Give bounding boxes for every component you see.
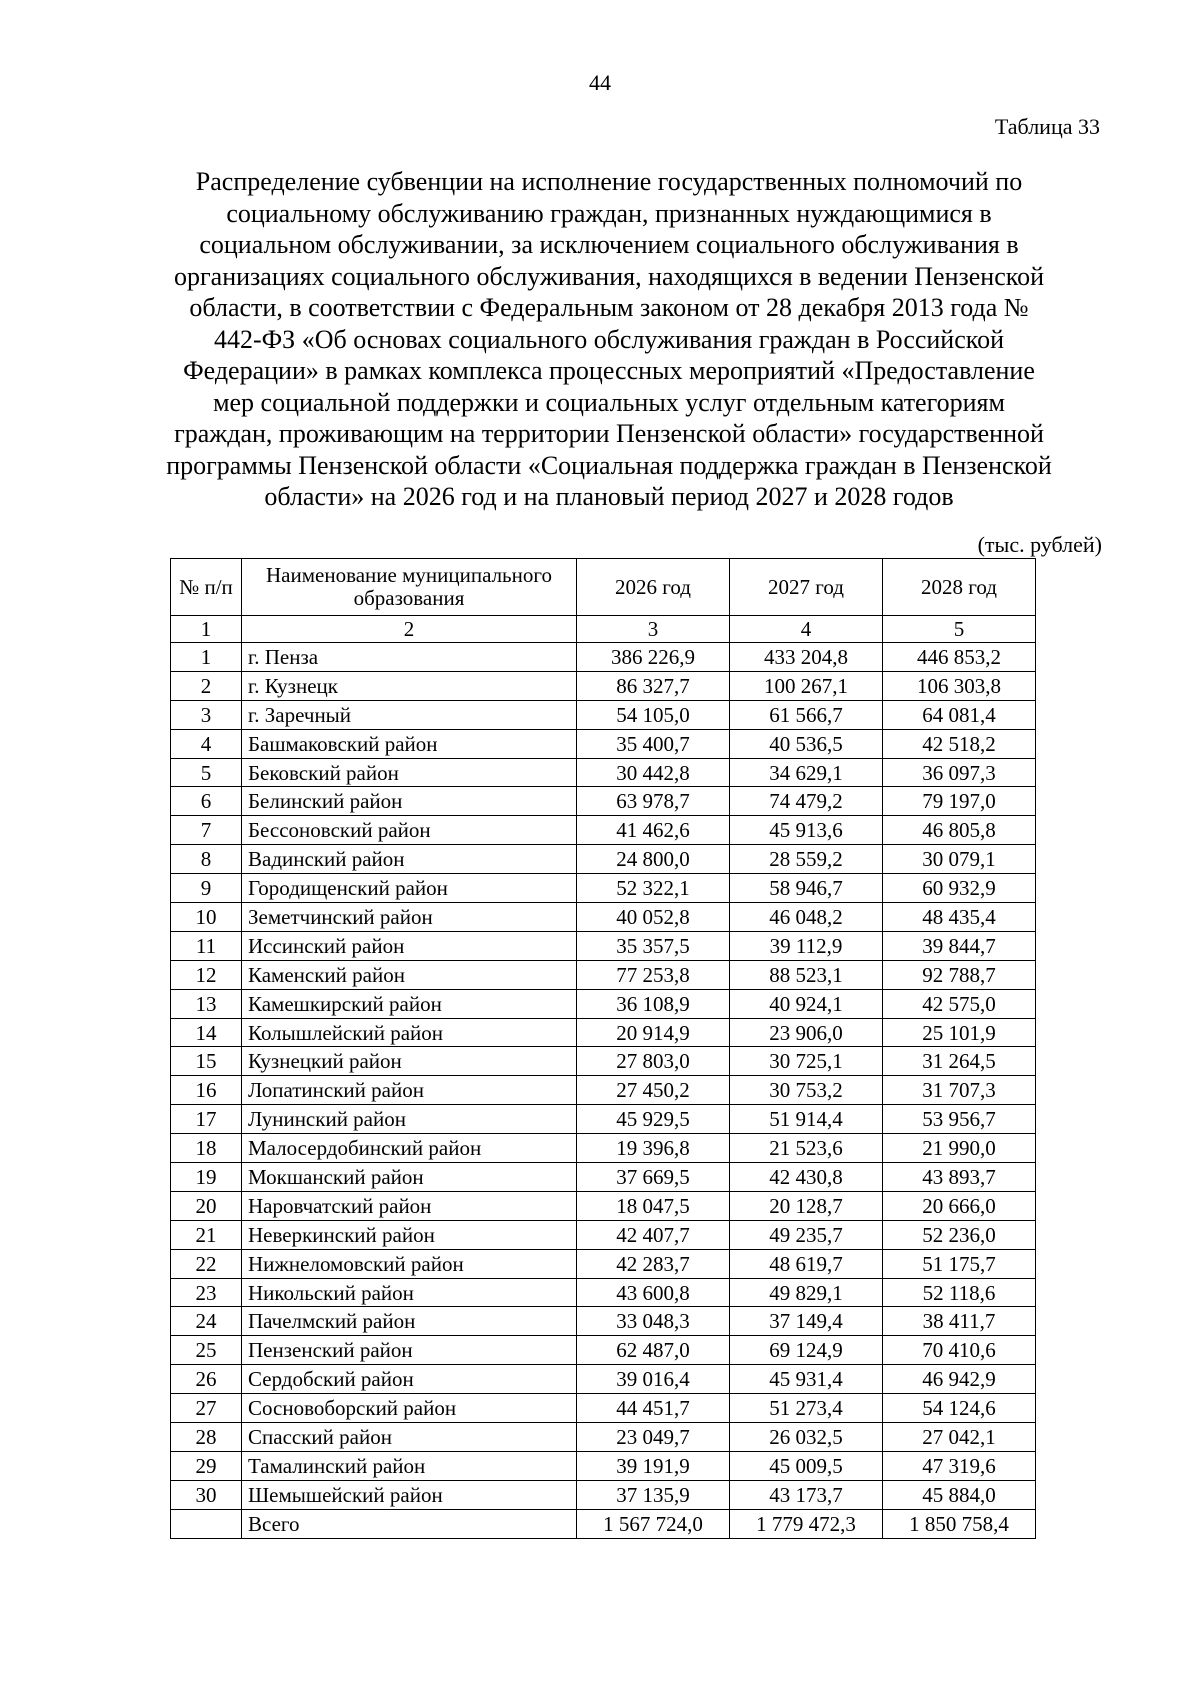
- total-num: [171, 1509, 242, 1538]
- value-2027: 21 523,6: [730, 1134, 883, 1163]
- value-2028: 52 236,0: [883, 1220, 1036, 1249]
- municipality-name: Неверкинский район: [242, 1220, 577, 1249]
- value-2026: 36 108,9: [577, 989, 730, 1018]
- table-row: [171, 1076, 1036, 1105]
- value-2028: 31 707,3: [883, 1076, 1036, 1105]
- value-2028: 31 264,5: [883, 1047, 1036, 1076]
- row-num: 10: [171, 903, 242, 932]
- municipality-name: Каменский район: [242, 960, 577, 989]
- municipality-name: г. Пенза: [242, 643, 577, 672]
- table-row: [171, 1451, 1036, 1480]
- row-num: 22: [171, 1249, 242, 1278]
- value-2027: 433 204,8: [730, 643, 883, 672]
- value-2027: 45 931,4: [730, 1365, 883, 1394]
- total-label: Всего: [242, 1509, 577, 1538]
- title-line: социальном обслуживании, за исключением социального обслуживания в: [199, 230, 1019, 259]
- municipality-name: Земетчинский район: [242, 903, 577, 932]
- value-2026: 39 191,9: [577, 1451, 730, 1480]
- municipality-name: Бессоновский район: [242, 816, 577, 845]
- table-row: [171, 758, 1036, 787]
- municipality-name: Бековский район: [242, 758, 577, 787]
- value-2027: 30 753,2: [730, 1076, 883, 1105]
- value-2028: 52 118,6: [883, 1278, 1036, 1307]
- table-row: [171, 1163, 1036, 1192]
- value-2027: 61 566,7: [730, 700, 883, 729]
- value-2027: 28 559,2: [730, 845, 883, 874]
- table-row: [171, 1278, 1036, 1307]
- value-2027: 42 430,8: [730, 1163, 883, 1192]
- municipality-name: г. Кузнецк: [242, 671, 577, 700]
- table-row: [171, 845, 1036, 874]
- value-2027: 46 048,2: [730, 903, 883, 932]
- value-2027: 45 913,6: [730, 816, 883, 845]
- municipality-name: Сердобский район: [242, 1365, 577, 1394]
- title-line: области» на 2026 год и на плановый период 2027 и 2028 годов: [264, 482, 954, 511]
- row-num: 1: [171, 643, 242, 672]
- value-2028: 92 788,7: [883, 960, 1036, 989]
- row-num: 25: [171, 1336, 242, 1365]
- value-2026: 42 407,7: [577, 1220, 730, 1249]
- row-num: 12: [171, 960, 242, 989]
- value-2027: 58 946,7: [730, 874, 883, 903]
- value-2028: 106 303,8: [883, 671, 1036, 700]
- value-2026: 40 052,8: [577, 903, 730, 932]
- header-name: Наименование муниципального образования: [242, 559, 577, 616]
- row-num: 19: [171, 1163, 242, 1192]
- value-2027: 49 235,7: [730, 1220, 883, 1249]
- value-2026: 77 253,8: [577, 960, 730, 989]
- row-num: 17: [171, 1105, 242, 1134]
- table-label: Таблица 33: [994, 114, 1100, 139]
- page-number: 44: [589, 70, 611, 95]
- value-2027: 69 124,9: [730, 1336, 883, 1365]
- value-2026: 37 669,5: [577, 1163, 730, 1192]
- value-2026: 30 442,8: [577, 758, 730, 787]
- total-2028: 1 850 758,4: [883, 1509, 1036, 1538]
- table-row: [171, 816, 1036, 845]
- value-2026: 24 800,0: [577, 845, 730, 874]
- municipality-name: Колышлейский район: [242, 1018, 577, 1047]
- table-row: [171, 787, 1036, 816]
- municipality-name: Спасский район: [242, 1423, 577, 1452]
- table-row: [171, 1365, 1036, 1394]
- row-num: 18: [171, 1134, 242, 1163]
- value-2027: 51 273,4: [730, 1394, 883, 1423]
- total-row: [171, 1509, 1036, 1538]
- row-num: 3: [171, 700, 242, 729]
- value-2026: 62 487,0: [577, 1336, 730, 1365]
- value-2026: 27 450,2: [577, 1076, 730, 1105]
- row-num: 26: [171, 1365, 242, 1394]
- value-2026: 45 929,5: [577, 1105, 730, 1134]
- value-2027: 34 629,1: [730, 758, 883, 787]
- value-2026: 39 016,4: [577, 1365, 730, 1394]
- municipality-name: Вадинский район: [242, 845, 577, 874]
- value-2028: 45 884,0: [883, 1480, 1036, 1509]
- value-2027: 74 479,2: [730, 787, 883, 816]
- row-num: 13: [171, 989, 242, 1018]
- title-line: организациях социального обслуживания, находящихся в ведении Пензенской: [174, 261, 1044, 291]
- row-num: 7: [171, 816, 242, 845]
- column-number: 2: [242, 616, 577, 643]
- value-2028: 25 101,9: [883, 1018, 1036, 1047]
- title-line: граждан, проживающим на территории Пензенской области» государственной: [174, 419, 1044, 448]
- municipality-name: Нижнеломовский район: [242, 1249, 577, 1278]
- table-row: [171, 1480, 1036, 1509]
- value-2028: 54 124,6: [883, 1394, 1036, 1423]
- municipality-name: Никольский район: [242, 1278, 577, 1307]
- municipality-name: Пензенский район: [242, 1336, 577, 1365]
- value-2028: 79 197,0: [883, 787, 1036, 816]
- value-2026: 54 105,0: [577, 700, 730, 729]
- table-row: [171, 1047, 1036, 1076]
- row-num: 6: [171, 787, 242, 816]
- header-2027: 2027 год: [730, 559, 883, 616]
- value-2028: 20 666,0: [883, 1191, 1036, 1220]
- row-num: 30: [171, 1480, 242, 1509]
- municipality-name: Городищенский район: [242, 874, 577, 903]
- row-num: 4: [171, 729, 242, 758]
- value-2027: 45 009,5: [730, 1451, 883, 1480]
- value-2026: 19 396,8: [577, 1134, 730, 1163]
- value-2027: 88 523,1: [730, 960, 883, 989]
- municipality-name: Камешкирский район: [242, 989, 577, 1018]
- value-2026: 386 226,9: [577, 643, 730, 672]
- value-2027: 48 619,7: [730, 1249, 883, 1278]
- table-row: [171, 989, 1036, 1018]
- value-2026: 43 600,8: [577, 1278, 730, 1307]
- value-2026: 42 283,7: [577, 1249, 730, 1278]
- table-row: [171, 1423, 1036, 1452]
- header-2028: 2028 год: [883, 559, 1036, 616]
- table-row: [171, 700, 1036, 729]
- column-number: 5: [883, 616, 1036, 643]
- table-row: [171, 1249, 1036, 1278]
- value-2028: 21 990,0: [883, 1134, 1036, 1163]
- row-num: 11: [171, 931, 242, 960]
- municipality-name: Пачелмский район: [242, 1307, 577, 1336]
- row-num: 8: [171, 845, 242, 874]
- total-2027: 1 779 472,3: [730, 1509, 883, 1538]
- value-2027: 51 914,4: [730, 1105, 883, 1134]
- title-line: социальному обслуживанию граждан, признанных нуждающимися в: [226, 198, 992, 228]
- row-num: 21: [171, 1220, 242, 1249]
- title-line: Распределение субвенции на исполнение государственных полномочий по: [195, 167, 1023, 196]
- row-num: 14: [171, 1018, 242, 1047]
- value-2026: 27 803,0: [577, 1047, 730, 1076]
- value-2028: 51 175,7: [883, 1249, 1036, 1278]
- value-2027: 39 112,9: [730, 931, 883, 960]
- value-2028: 36 097,3: [883, 758, 1036, 787]
- value-2026: 52 322,1: [577, 874, 730, 903]
- table-row: [171, 1105, 1036, 1134]
- value-2026: 37 135,9: [577, 1480, 730, 1509]
- row-num: 15: [171, 1047, 242, 1076]
- table-row: [171, 874, 1036, 903]
- value-2026: 35 400,7: [577, 729, 730, 758]
- value-2027: 40 536,5: [730, 729, 883, 758]
- table-row: [171, 1018, 1036, 1047]
- table-row: [171, 729, 1036, 758]
- value-2026: 18 047,5: [577, 1191, 730, 1220]
- municipality-name: Сосновоборский район: [242, 1394, 577, 1423]
- column-number: 1: [171, 616, 242, 643]
- value-2027: 40 924,1: [730, 989, 883, 1018]
- column-number: 4: [730, 616, 883, 643]
- value-2027: 26 032,5: [730, 1423, 883, 1452]
- value-2028: 48 435,4: [883, 903, 1036, 932]
- header-num: № п/п: [171, 559, 242, 616]
- row-num: 29: [171, 1451, 242, 1480]
- document-title: [118, 166, 1100, 513]
- municipality-name: Малосердобинский район: [242, 1134, 577, 1163]
- value-2026: 23 049,7: [577, 1423, 730, 1452]
- value-2027: 23 906,0: [730, 1018, 883, 1047]
- row-num: 28: [171, 1423, 242, 1452]
- subvention-table: [170, 558, 1036, 1539]
- row-num: 20: [171, 1191, 242, 1220]
- municipality-name: Шемышейский район: [242, 1480, 577, 1509]
- value-2026: 44 451,7: [577, 1394, 730, 1423]
- table-row: [171, 1191, 1036, 1220]
- value-2026: 41 462,6: [577, 816, 730, 845]
- table-row: [171, 903, 1036, 932]
- title-line: программы Пензенской области «Социальная поддержка граждан в Пензенской: [166, 450, 1052, 480]
- value-2026: 35 357,5: [577, 931, 730, 960]
- column-number: 3: [577, 616, 730, 643]
- municipality-name: Лунинский район: [242, 1105, 577, 1134]
- title-line: области, в соответствии с Федеральным законом от 28 декабря 2013 года №: [189, 293, 1029, 322]
- table-row: [171, 931, 1036, 960]
- municipality-name: Кузнецкий район: [242, 1047, 577, 1076]
- row-num: 23: [171, 1278, 242, 1307]
- value-2026: 86 327,7: [577, 671, 730, 700]
- title-line: 442-ФЗ «Об основах социального обслуживания граждан в Российской: [213, 324, 1004, 354]
- table-row: [171, 1394, 1036, 1423]
- total-2026: 1 567 724,0: [577, 1509, 730, 1538]
- column-number-row: [171, 616, 1036, 643]
- value-2026: 33 048,3: [577, 1307, 730, 1336]
- table-row: [171, 1134, 1036, 1163]
- value-2028: 47 319,6: [883, 1451, 1036, 1480]
- value-2028: 43 893,7: [883, 1163, 1036, 1192]
- value-2028: 46 805,8: [883, 816, 1036, 845]
- municipality-name: Наровчатский район: [242, 1191, 577, 1220]
- value-2027: 37 149,4: [730, 1307, 883, 1336]
- value-2028: 70 410,6: [883, 1336, 1036, 1365]
- value-2028: 27 042,1: [883, 1423, 1036, 1452]
- row-num: 16: [171, 1076, 242, 1105]
- value-2028: 39 844,7: [883, 931, 1036, 960]
- value-2028: 64 081,4: [883, 700, 1036, 729]
- value-2028: 446 853,2: [883, 643, 1036, 672]
- table-row: [171, 1336, 1036, 1365]
- value-2027: 20 128,7: [730, 1191, 883, 1220]
- units-label: (тыс. рублей): [977, 532, 1102, 557]
- value-2027: 100 267,1: [730, 671, 883, 700]
- municipality-name: г. Заречный: [242, 700, 577, 729]
- row-num: 2: [171, 671, 242, 700]
- row-num: 24: [171, 1307, 242, 1336]
- title-line: мер социальной поддержки и социальных услуг отдельным категориям: [213, 387, 1005, 417]
- municipality-name: Мокшанский район: [242, 1163, 577, 1192]
- table-row: [171, 643, 1036, 672]
- municipality-name: Тамалинский район: [242, 1451, 577, 1480]
- row-num: 5: [171, 758, 242, 787]
- municipality-name: Иссинский район: [242, 931, 577, 960]
- value-2026: 63 978,7: [577, 787, 730, 816]
- value-2028: 42 518,2: [883, 729, 1036, 758]
- municipality-name: Белинский район: [242, 787, 577, 816]
- table-row: [171, 671, 1036, 700]
- header-2026: 2026 год: [577, 559, 730, 616]
- table-row: [171, 1307, 1036, 1336]
- table-row: [171, 1220, 1036, 1249]
- value-2028: 30 079,1: [883, 845, 1036, 874]
- value-2027: 49 829,1: [730, 1278, 883, 1307]
- value-2028: 42 575,0: [883, 989, 1036, 1018]
- value-2027: 30 725,1: [730, 1047, 883, 1076]
- row-num: 27: [171, 1394, 242, 1423]
- municipality-name: Башмаковский район: [242, 729, 577, 758]
- municipality-name: Лопатинский район: [242, 1076, 577, 1105]
- value-2026: 20 914,9: [577, 1018, 730, 1047]
- value-2028: 60 932,9: [883, 874, 1036, 903]
- title-line: Федерации» в рамках комплекса процессных мероприятий «Предоставление: [183, 356, 1035, 385]
- value-2028: 53 956,7: [883, 1105, 1036, 1134]
- table-row: [171, 960, 1036, 989]
- row-num: 9: [171, 874, 242, 903]
- value-2028: 38 411,7: [883, 1307, 1036, 1336]
- value-2027: 43 173,7: [730, 1480, 883, 1509]
- table-header-row: [171, 559, 1036, 616]
- value-2028: 46 942,9: [883, 1365, 1036, 1394]
